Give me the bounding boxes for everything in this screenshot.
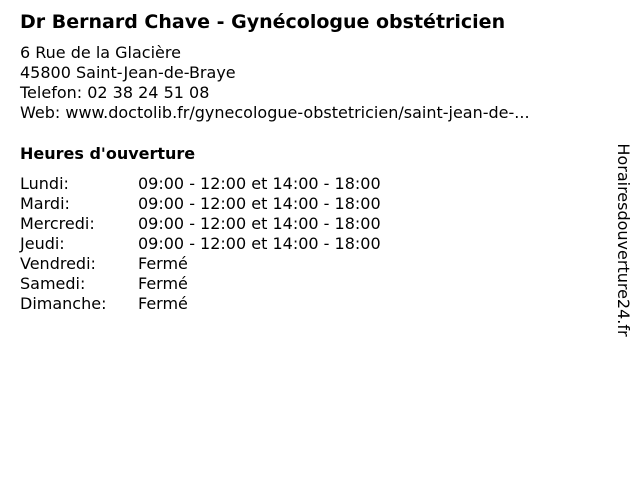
day-hours: Fermé — [138, 254, 188, 273]
day-label: Samedi: — [20, 274, 86, 293]
hours-row-jeudi — [20, 234, 381, 254]
day-label: Mardi: — [20, 194, 70, 213]
day-hours: 09:00 - 12:00 et 14:00 - 18:00 — [138, 234, 381, 253]
day-hours: Fermé — [138, 294, 188, 313]
address-block — [20, 43, 530, 123]
page-title: Dr Bernard Chave - Gynécologue obstétricien — [20, 11, 506, 33]
day-hours: 09:00 - 12:00 et 14:00 - 18:00 — [138, 174, 381, 193]
hours-row-dimanche — [20, 294, 381, 314]
site-watermark: Horairesdouverture24.fr — [614, 143, 633, 337]
day-label: Jeudi: — [20, 234, 65, 253]
day-hours: 09:00 - 12:00 et 14:00 - 18:00 — [138, 214, 381, 233]
hours-row-mardi — [20, 194, 381, 214]
street-address: 6 Rue de la Glacière — [20, 43, 181, 62]
day-label: Vendredi: — [20, 254, 96, 273]
city-postcode: 45800 Saint-Jean-de-Braye — [20, 63, 236, 82]
day-label: Dimanche: — [20, 294, 107, 313]
phone-number: Telefon: 02 38 24 51 08 — [20, 83, 210, 102]
hours-heading: Heures d'ouverture — [20, 144, 196, 163]
hours-row-samedi — [20, 274, 381, 294]
hours-row-lundi — [20, 174, 381, 194]
day-hours: Fermé — [138, 274, 188, 293]
hours-row-mercredi — [20, 214, 381, 234]
hours-table — [20, 174, 381, 314]
hours-row-vendredi — [20, 254, 381, 274]
day-hours: 09:00 - 12:00 et 14:00 - 18:00 — [138, 194, 381, 213]
day-label: Lundi: — [20, 174, 69, 193]
website-link: Web: www.doctolib.fr/gynecologue-obstetricien/saint-jean-de-... — [20, 103, 530, 122]
day-label: Mercredi: — [20, 214, 95, 233]
